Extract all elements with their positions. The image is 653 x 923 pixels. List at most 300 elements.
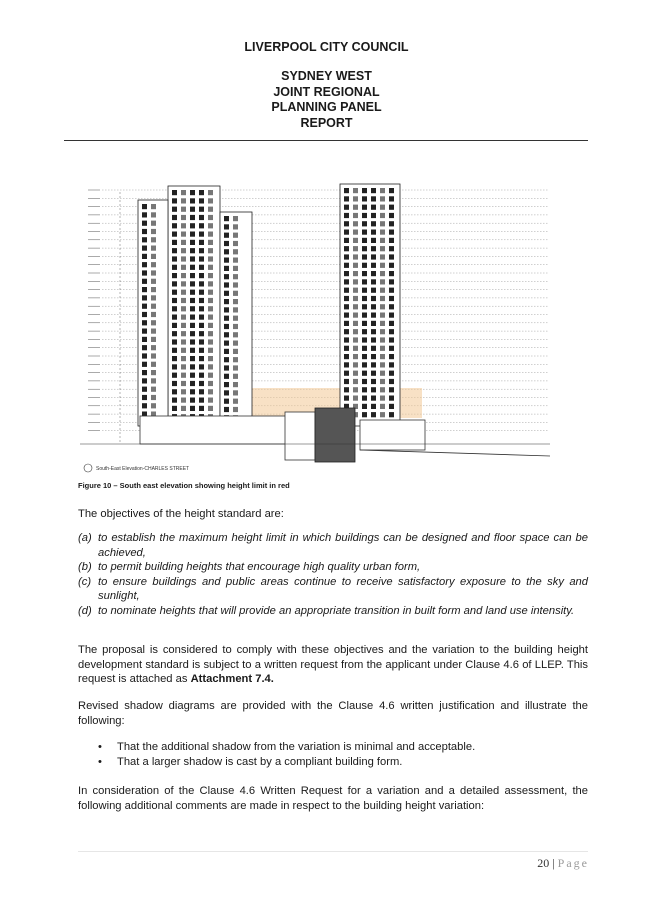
window bbox=[362, 321, 367, 326]
window bbox=[371, 321, 376, 326]
window bbox=[142, 378, 147, 383]
window bbox=[233, 407, 238, 412]
closing-paragraph: In consideration of the Clause 4.6 Written Request for a variation and a detailed assessment, the following additional comments are made in respect to the building height variation: bbox=[78, 785, 588, 812]
window bbox=[224, 407, 229, 412]
window bbox=[362, 230, 367, 235]
window bbox=[199, 223, 204, 228]
window bbox=[190, 232, 195, 237]
window bbox=[151, 329, 156, 334]
window bbox=[181, 389, 186, 394]
window bbox=[362, 288, 367, 293]
window bbox=[224, 241, 229, 246]
window bbox=[344, 254, 349, 259]
window bbox=[389, 304, 394, 309]
window bbox=[344, 271, 349, 276]
report-title-line: PLANNING PANEL bbox=[271, 100, 382, 114]
report-title bbox=[0, 68, 653, 130]
window bbox=[181, 364, 186, 369]
window bbox=[208, 381, 213, 386]
window bbox=[190, 298, 195, 303]
window bbox=[362, 254, 367, 259]
window bbox=[362, 354, 367, 359]
window bbox=[233, 307, 238, 312]
item-label: (c) bbox=[78, 575, 92, 588]
window bbox=[371, 213, 376, 218]
window bbox=[172, 198, 177, 203]
window bbox=[151, 378, 156, 383]
window bbox=[181, 290, 186, 295]
window bbox=[199, 348, 204, 353]
window bbox=[380, 346, 385, 351]
window bbox=[181, 398, 186, 403]
window bbox=[151, 395, 156, 400]
window bbox=[142, 237, 147, 242]
window bbox=[190, 406, 195, 411]
window bbox=[181, 240, 186, 245]
window bbox=[353, 205, 358, 210]
window bbox=[208, 364, 213, 369]
window bbox=[142, 262, 147, 267]
window bbox=[380, 371, 385, 376]
window bbox=[208, 215, 213, 220]
window bbox=[380, 254, 385, 259]
window bbox=[151, 337, 156, 342]
report-title-line: SYDNEY WEST bbox=[281, 69, 372, 83]
window bbox=[362, 238, 367, 243]
window bbox=[181, 273, 186, 278]
window bbox=[172, 406, 177, 411]
window bbox=[224, 282, 229, 287]
window bbox=[190, 381, 195, 386]
window bbox=[208, 198, 213, 203]
tower-right bbox=[340, 184, 400, 426]
window bbox=[181, 198, 186, 203]
window bbox=[208, 306, 213, 311]
window bbox=[190, 190, 195, 195]
window bbox=[380, 321, 385, 326]
window bbox=[233, 349, 238, 354]
window bbox=[208, 281, 213, 286]
window bbox=[362, 404, 367, 409]
page-number-value: 20 bbox=[537, 856, 550, 870]
window bbox=[199, 306, 204, 311]
window bbox=[142, 212, 147, 217]
window bbox=[389, 354, 394, 359]
window bbox=[362, 279, 367, 284]
window bbox=[371, 271, 376, 276]
window bbox=[172, 389, 177, 394]
window bbox=[199, 381, 204, 386]
list-item bbox=[78, 575, 588, 604]
window bbox=[142, 320, 147, 325]
window bbox=[190, 348, 195, 353]
window bbox=[371, 362, 376, 367]
compliance-text: The proposal is considered to comply with these objectives and the variation to the building height development standard is subject to a written request from the applicant under Clause 4.6 of LLEP. This request is attached as bbox=[78, 644, 588, 685]
window bbox=[142, 204, 147, 209]
window bbox=[190, 248, 195, 253]
window bbox=[353, 379, 358, 384]
window bbox=[362, 205, 367, 210]
window bbox=[362, 263, 367, 268]
window bbox=[190, 240, 195, 245]
window bbox=[142, 329, 147, 334]
window bbox=[353, 188, 358, 193]
window bbox=[389, 263, 394, 268]
window bbox=[199, 256, 204, 261]
window bbox=[371, 346, 376, 351]
window bbox=[344, 288, 349, 293]
window bbox=[224, 216, 229, 221]
window bbox=[181, 256, 186, 261]
window bbox=[344, 304, 349, 309]
window bbox=[199, 398, 204, 403]
window bbox=[172, 331, 177, 336]
window bbox=[371, 188, 376, 193]
window bbox=[172, 273, 177, 278]
window bbox=[151, 403, 156, 408]
window bbox=[172, 256, 177, 261]
window bbox=[199, 356, 204, 361]
shadow-bullet-list bbox=[98, 740, 588, 770]
item-text: to nominate heights that will provide an appropriate transition in built form and land use intensity. bbox=[98, 604, 575, 617]
window bbox=[353, 213, 358, 218]
window bbox=[344, 379, 349, 384]
window bbox=[181, 223, 186, 228]
window bbox=[389, 196, 394, 201]
header-divider bbox=[64, 140, 588, 141]
window bbox=[208, 273, 213, 278]
window bbox=[190, 215, 195, 220]
window bbox=[389, 205, 394, 210]
window bbox=[380, 230, 385, 235]
window bbox=[362, 379, 367, 384]
window bbox=[181, 215, 186, 220]
window bbox=[208, 406, 213, 411]
window bbox=[224, 266, 229, 271]
window bbox=[142, 229, 147, 234]
window bbox=[371, 296, 376, 301]
window bbox=[353, 288, 358, 293]
window bbox=[371, 329, 376, 334]
list-item bbox=[98, 740, 588, 755]
bullet-text: That the additional shadow from the variation is minimal and acceptable. bbox=[117, 741, 476, 753]
window bbox=[190, 315, 195, 320]
window bbox=[142, 270, 147, 275]
window bbox=[233, 291, 238, 296]
window bbox=[362, 304, 367, 309]
window bbox=[233, 266, 238, 271]
window bbox=[362, 196, 367, 201]
window bbox=[208, 323, 213, 328]
window bbox=[380, 396, 385, 401]
window bbox=[371, 304, 376, 309]
window bbox=[181, 315, 186, 320]
window bbox=[224, 291, 229, 296]
window bbox=[172, 348, 177, 353]
window bbox=[362, 412, 367, 417]
window bbox=[181, 190, 186, 195]
window bbox=[190, 290, 195, 295]
window bbox=[362, 346, 367, 351]
window bbox=[224, 365, 229, 370]
window bbox=[172, 306, 177, 311]
window bbox=[380, 188, 385, 193]
window bbox=[208, 315, 213, 320]
window bbox=[190, 223, 195, 228]
item-label: (b) bbox=[78, 561, 92, 573]
window bbox=[380, 354, 385, 359]
window bbox=[224, 357, 229, 362]
shadow-paragraph: Revised shadow diagrams are provided with the Clause 4.6 written justification and illustrate the following: bbox=[78, 700, 588, 727]
window bbox=[151, 304, 156, 309]
window bbox=[199, 364, 204, 369]
window bbox=[142, 370, 147, 375]
window bbox=[389, 271, 394, 276]
window bbox=[362, 329, 367, 334]
window bbox=[190, 306, 195, 311]
bullet-icon: • bbox=[98, 741, 102, 753]
window bbox=[233, 316, 238, 321]
item-text: to establish the maximum height limit in which buildings can be designed and floor space can be achieved, bbox=[98, 532, 588, 559]
window bbox=[371, 396, 376, 401]
window bbox=[181, 265, 186, 270]
window bbox=[190, 207, 195, 212]
window bbox=[233, 233, 238, 238]
window bbox=[233, 274, 238, 279]
window bbox=[362, 296, 367, 301]
window bbox=[380, 213, 385, 218]
list-item bbox=[78, 560, 588, 575]
window bbox=[353, 362, 358, 367]
item-text: to ensure buildings and public areas continue to receive satisfactory exposure to the sky and sunlight, bbox=[98, 575, 588, 602]
window bbox=[380, 288, 385, 293]
window bbox=[344, 396, 349, 401]
window bbox=[389, 337, 394, 342]
window bbox=[172, 398, 177, 403]
window bbox=[190, 273, 195, 278]
window bbox=[389, 221, 394, 226]
window bbox=[142, 312, 147, 317]
window bbox=[142, 403, 147, 408]
window bbox=[224, 399, 229, 404]
figure-caption: Figure 10 – South east elevation showing height limit in red bbox=[78, 481, 290, 490]
window bbox=[389, 288, 394, 293]
window bbox=[371, 263, 376, 268]
window bbox=[371, 371, 376, 376]
window bbox=[353, 221, 358, 226]
window bbox=[224, 274, 229, 279]
window bbox=[353, 263, 358, 268]
window bbox=[208, 207, 213, 212]
window bbox=[362, 371, 367, 376]
window bbox=[172, 190, 177, 195]
window bbox=[142, 295, 147, 300]
window bbox=[353, 371, 358, 376]
window bbox=[151, 312, 156, 317]
window bbox=[181, 406, 186, 411]
window bbox=[142, 387, 147, 392]
window bbox=[344, 263, 349, 268]
window bbox=[172, 381, 177, 386]
window bbox=[172, 232, 177, 237]
window bbox=[389, 412, 394, 417]
window bbox=[142, 246, 147, 251]
window bbox=[224, 307, 229, 312]
council-name: LIVERPOOL CITY COUNCIL bbox=[244, 40, 409, 54]
window bbox=[380, 387, 385, 392]
window bbox=[151, 204, 156, 209]
window bbox=[151, 221, 156, 226]
section-marker bbox=[84, 464, 92, 472]
bullet-text: That a larger shadow is cast by a compliant building form. bbox=[117, 756, 403, 768]
window bbox=[224, 349, 229, 354]
window bbox=[142, 337, 147, 342]
window bbox=[353, 354, 358, 359]
window bbox=[233, 332, 238, 337]
window bbox=[389, 296, 394, 301]
window bbox=[371, 205, 376, 210]
window bbox=[344, 221, 349, 226]
window bbox=[344, 279, 349, 284]
list-item bbox=[78, 531, 588, 560]
window bbox=[151, 212, 156, 217]
window bbox=[353, 254, 358, 259]
window bbox=[190, 389, 195, 394]
window bbox=[380, 196, 385, 201]
item-label: (d) bbox=[78, 604, 92, 617]
window bbox=[181, 232, 186, 237]
window bbox=[142, 395, 147, 400]
window bbox=[371, 238, 376, 243]
window bbox=[233, 249, 238, 254]
window bbox=[190, 256, 195, 261]
window bbox=[344, 362, 349, 367]
window bbox=[181, 348, 186, 353]
item-label: (a) bbox=[78, 532, 92, 544]
window bbox=[233, 341, 238, 346]
window bbox=[151, 270, 156, 275]
window bbox=[142, 254, 147, 259]
window bbox=[199, 215, 204, 220]
window bbox=[362, 246, 367, 251]
window bbox=[389, 362, 394, 367]
page-label: Page bbox=[557, 856, 589, 870]
window bbox=[208, 298, 213, 303]
window bbox=[190, 356, 195, 361]
window bbox=[199, 323, 204, 328]
window bbox=[181, 331, 186, 336]
window bbox=[172, 248, 177, 253]
window bbox=[389, 321, 394, 326]
window bbox=[371, 387, 376, 392]
window bbox=[142, 362, 147, 367]
window bbox=[181, 207, 186, 212]
window bbox=[172, 356, 177, 361]
window bbox=[362, 213, 367, 218]
window bbox=[142, 279, 147, 284]
window bbox=[181, 281, 186, 286]
window bbox=[151, 320, 156, 325]
window bbox=[233, 399, 238, 404]
window bbox=[233, 224, 238, 229]
window bbox=[199, 290, 204, 295]
window bbox=[181, 356, 186, 361]
window bbox=[224, 324, 229, 329]
window bbox=[199, 389, 204, 394]
window bbox=[224, 374, 229, 379]
window bbox=[172, 207, 177, 212]
window bbox=[181, 339, 186, 344]
list-item bbox=[78, 604, 588, 619]
window bbox=[344, 213, 349, 218]
window bbox=[199, 232, 204, 237]
window bbox=[208, 356, 213, 361]
window bbox=[151, 295, 156, 300]
attachment-reference: Attachment 7.4. bbox=[190, 673, 274, 685]
window bbox=[380, 412, 385, 417]
window bbox=[353, 196, 358, 201]
window bbox=[172, 223, 177, 228]
window bbox=[224, 382, 229, 387]
window bbox=[353, 279, 358, 284]
window bbox=[344, 205, 349, 210]
window bbox=[233, 299, 238, 304]
window bbox=[353, 271, 358, 276]
window bbox=[353, 296, 358, 301]
window bbox=[142, 353, 147, 358]
window bbox=[380, 304, 385, 309]
window bbox=[353, 329, 358, 334]
window bbox=[389, 371, 394, 376]
window bbox=[371, 313, 376, 318]
window bbox=[199, 298, 204, 303]
window bbox=[190, 364, 195, 369]
window bbox=[224, 332, 229, 337]
window bbox=[199, 273, 204, 278]
window bbox=[208, 348, 213, 353]
footer-divider bbox=[78, 851, 588, 852]
window bbox=[389, 387, 394, 392]
window bbox=[380, 271, 385, 276]
window bbox=[190, 339, 195, 344]
window bbox=[190, 198, 195, 203]
window bbox=[344, 238, 349, 243]
window bbox=[151, 362, 156, 367]
window bbox=[380, 329, 385, 334]
window bbox=[151, 287, 156, 292]
window bbox=[199, 198, 204, 203]
objectives-intro: The objectives of the height standard are: bbox=[78, 508, 284, 520]
window bbox=[224, 233, 229, 238]
window bbox=[353, 396, 358, 401]
window bbox=[344, 337, 349, 342]
window bbox=[172, 364, 177, 369]
window bbox=[233, 374, 238, 379]
window bbox=[371, 337, 376, 342]
window bbox=[208, 223, 213, 228]
window bbox=[344, 387, 349, 392]
window bbox=[389, 254, 394, 259]
window bbox=[353, 230, 358, 235]
window bbox=[389, 396, 394, 401]
window bbox=[208, 265, 213, 270]
window bbox=[380, 246, 385, 251]
window bbox=[224, 390, 229, 395]
window bbox=[208, 398, 213, 403]
window bbox=[362, 271, 367, 276]
elevation-drawing bbox=[80, 176, 550, 476]
window bbox=[208, 373, 213, 378]
